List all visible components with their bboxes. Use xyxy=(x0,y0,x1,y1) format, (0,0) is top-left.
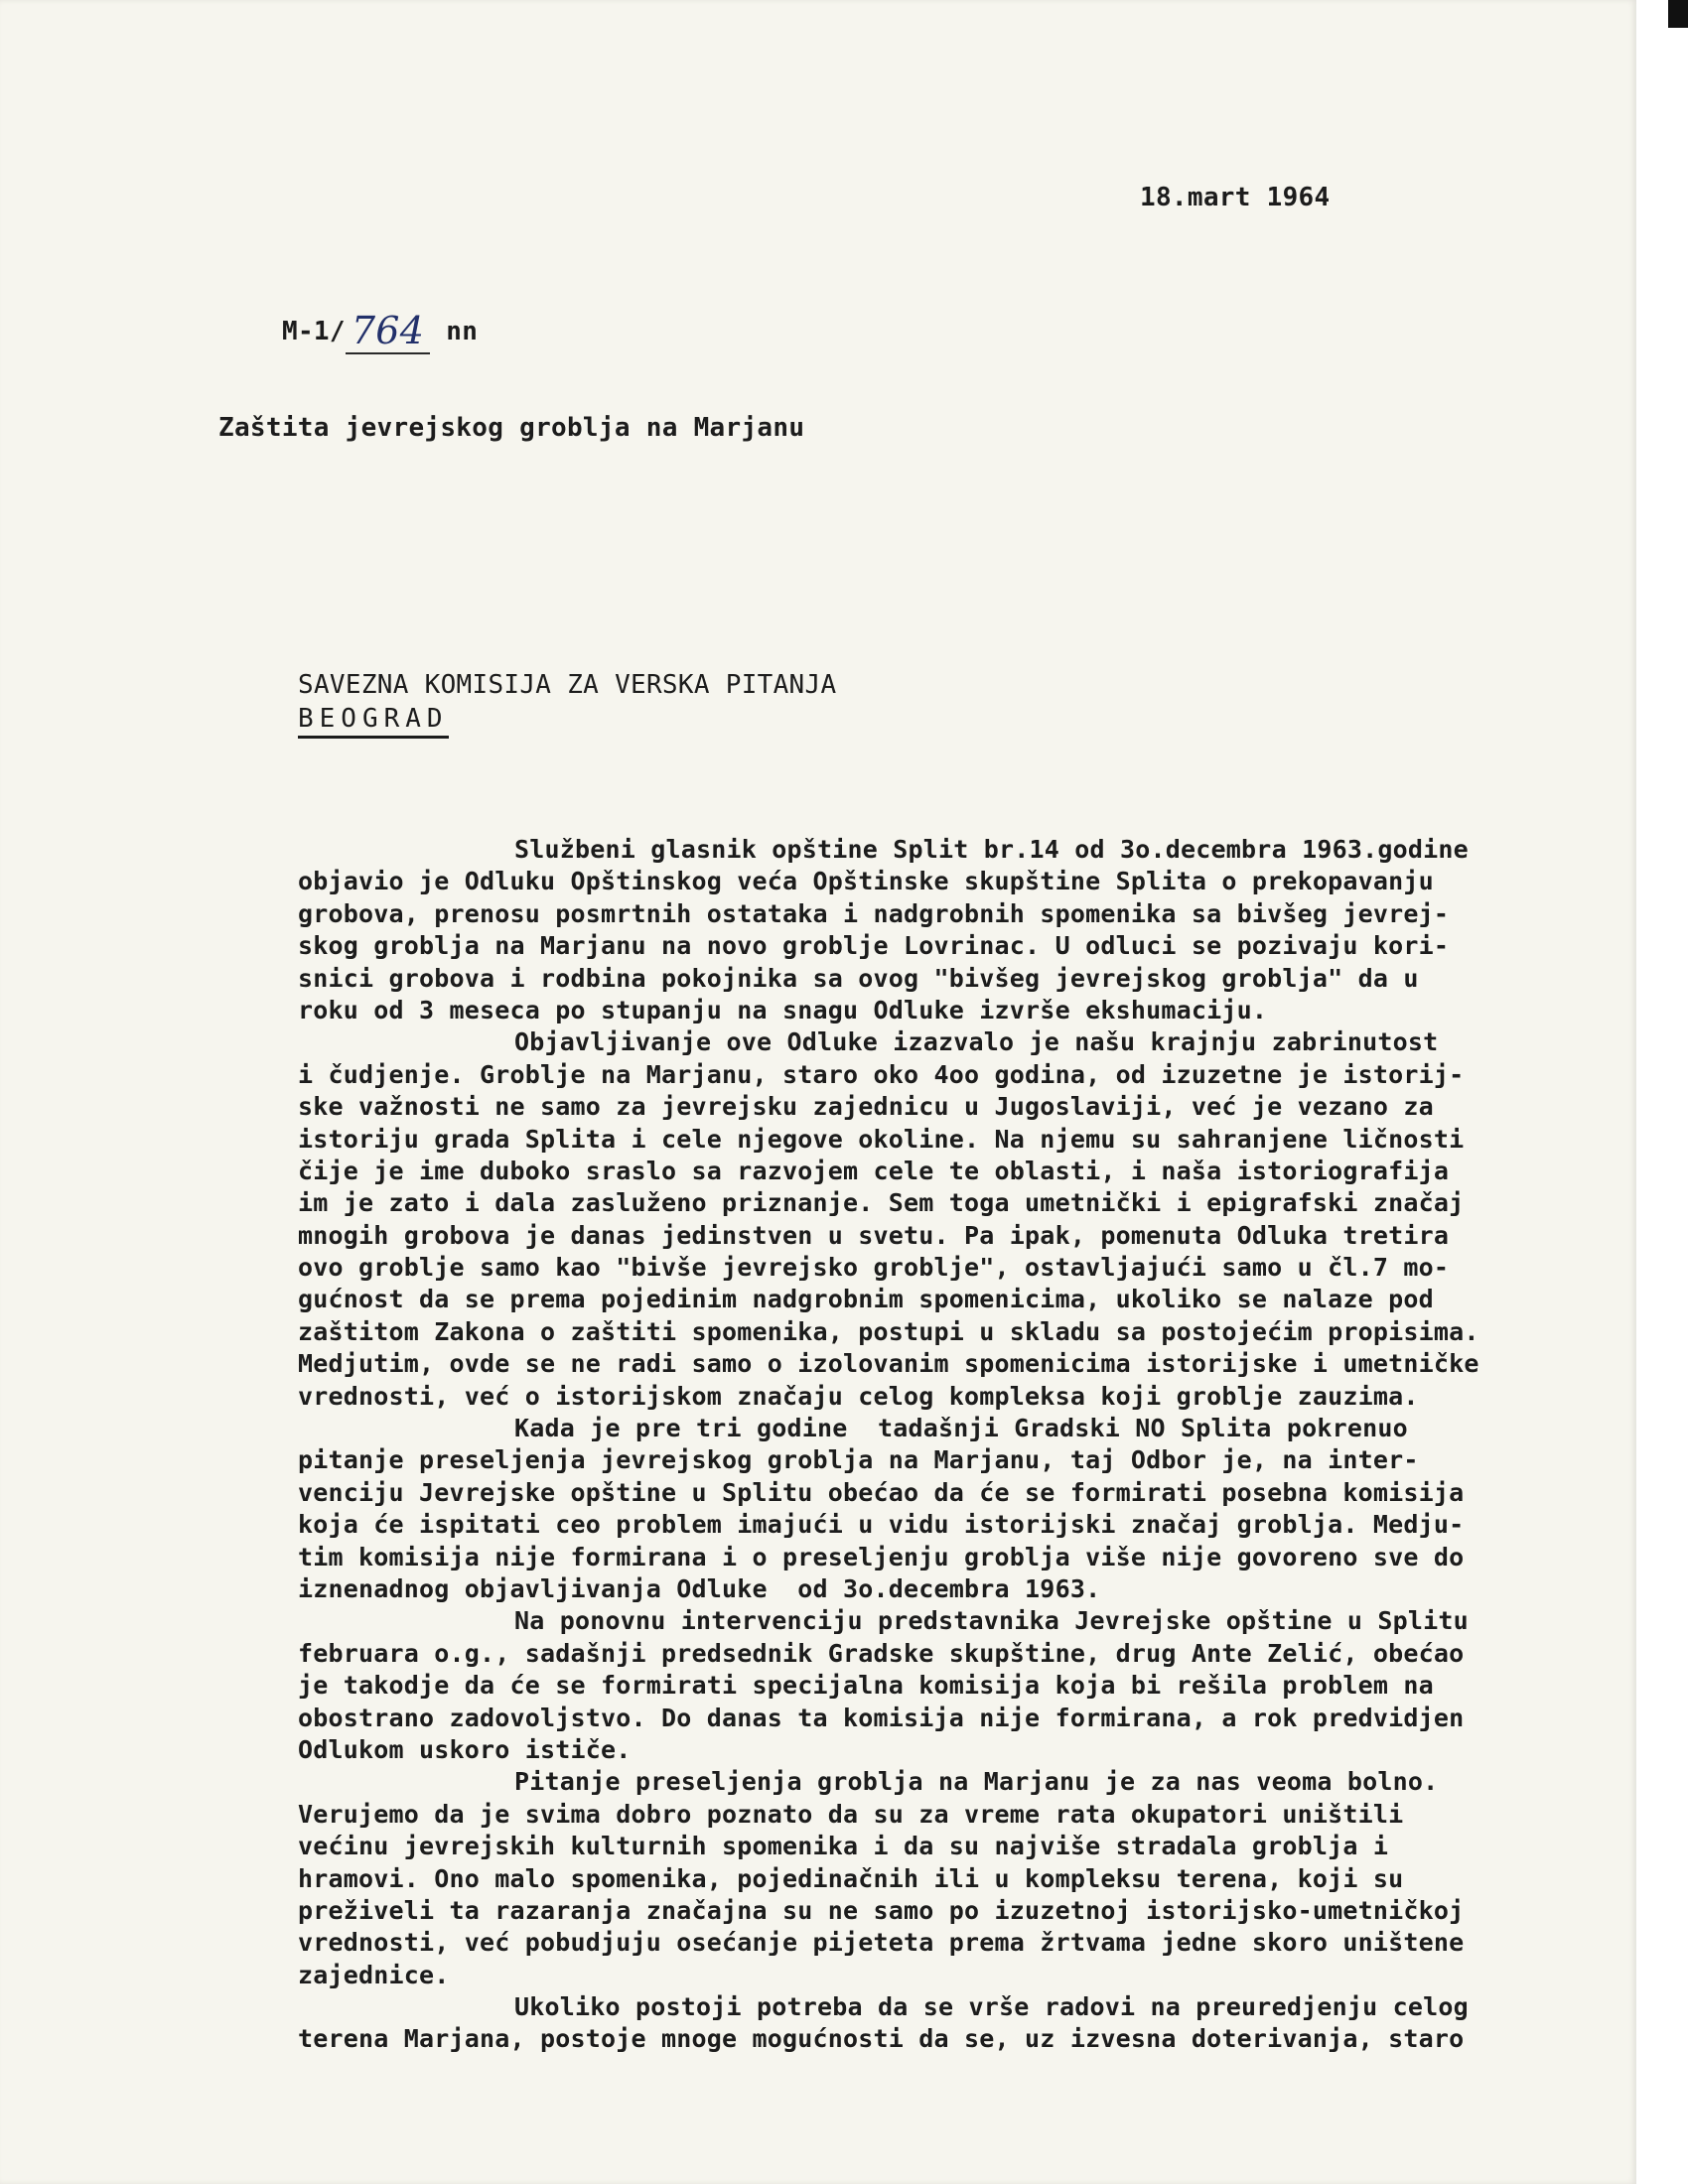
reference-suffix: nn xyxy=(446,317,479,346)
body-line: gućnost da se prema pojedinim nadgrobnim spomenicima, ukoliko se nalaze pod xyxy=(298,1285,1434,1314)
body-line: većinu jevrejskih kulturnih spomenika i da su najviše stradala groblja i xyxy=(298,1832,1389,1861)
body-line: Ukoliko postoji potreba da se vrše radovi na preuredjenju celog xyxy=(514,1992,1469,2022)
body-line: i čudjenje. Groblje na Marjanu, staro oko 4oo godina, od izuzetne je istorij- xyxy=(298,1059,1465,1089)
body-line: Odlukom uskoro ističe. xyxy=(298,1734,632,1764)
body-line: ske važnosti ne samo za jevrejsku zajednicu u Jugoslaviji, već je vezano za xyxy=(298,1092,1434,1122)
body-line: čije je ime duboko sraslo sa razvojem cele te oblasti, i naša istoriografija xyxy=(298,1156,1450,1185)
body-line: istoriju grada Splita i cele njegove okoline. Na njemu su sahranjene ličnosti xyxy=(298,1124,1465,1154)
body-line: objavio je Odluku Opštinskog veća Opštinske skupštine Splita o prekopavanju xyxy=(298,867,1434,896)
handwritten-reference-number: 764 xyxy=(346,309,430,354)
body-line: koja će ispitati ceo problem imajući u vidu istorijski značaj groblja. Medju- xyxy=(298,1510,1465,1540)
body-line: tim komisija nije formirana i o preseljenju groblja više nije govoreno sve do xyxy=(298,1542,1465,1571)
letter-recipient: SAVEZNA KOMISIJA ZA VERSKA PITANJA xyxy=(298,670,837,700)
letter-subject: Zaštita jevrejskog groblja na Marjanu xyxy=(218,413,805,443)
body-line: vrednosti, već o istorijskom značaju celog kompleksa koji groblje zauzima. xyxy=(298,1381,1419,1411)
body-line: Kada je pre tri godine tadašnji Gradski NO Splita pokrenuo xyxy=(514,1414,1408,1443)
body-line: zaštitom Zakona o zaštiti spomenika, postupi u skladu sa postojećim propisima. xyxy=(298,1316,1479,1346)
body-line: Službeni glasnik opštine Split br.14 od 3o.decembra 1963.godine xyxy=(514,835,1469,864)
letter-body xyxy=(298,834,1589,2056)
letter-date: 18.mart 1964 xyxy=(1140,183,1331,212)
body-line: snici grobova i rodbina pokojnika sa ovog "bivšeg jevrejskog groblja" da u xyxy=(298,963,1419,993)
body-line: Objavljivanje ove Odluke izazvalo je našu krajnju zabrinutost xyxy=(514,1027,1439,1057)
body-line: terena Marjana, postoje mnoge mogućnosti da se, uz izvesna doterivanja, staro xyxy=(298,2024,1465,2054)
body-line: vrednosti, već pobudjuju osećanje pijeteta prema žrtvama jedne skoro uništene xyxy=(298,1928,1465,1958)
body-line: Medjutim, ovde se ne radi samo o izolovanim spomenicima istorijske i umetničke xyxy=(298,1349,1479,1379)
body-line: venciju Jevrejske opštine u Splitu obećao da će se formirati posebna komisija xyxy=(298,1477,1465,1507)
body-line: mnogih grobova je danas jedinstven u svetu. Pa ipak, pomenuta Odluka tretira xyxy=(298,1220,1450,1250)
body-line: pitanje preseljenja jevrejskog groblja na Marjanu, taj Odbor je, na inter- xyxy=(298,1445,1419,1475)
body-line: hramovi. Ono malo spomenika, pojedinačnih ili u kompleksu terena, koji su xyxy=(298,1863,1404,1893)
recipient-city: BEOGRAD xyxy=(298,704,449,739)
body-line: Verujemo da je svima dobro poznato da su za vreme rata okupatori uništili xyxy=(298,1799,1404,1829)
body-line: obostrano zadovoljstvo. Do danas ta komisija nije formirana, a rok predvidjen xyxy=(298,1703,1465,1732)
body-line: februara o.g., sadašnji predsednik Gradske skupštine, drug Ante Zelić, obećao xyxy=(298,1638,1465,1668)
body-line: Na ponovnu intervenciju predstavnika Jevrejske opštine u Splitu xyxy=(514,1606,1469,1636)
body-line: preživeli ta razaranja značajna su ne samo po izuzetnoj istorijsko-umetničkoj xyxy=(298,1895,1465,1925)
body-line: im je zato i dala zasluženo priznanje. Sem toga umetnički i epigrafski značaj xyxy=(298,1188,1465,1218)
reference-number xyxy=(282,305,479,352)
body-line: Pitanje preseljenja groblja na Marjanu je za nas veoma bolno. xyxy=(514,1767,1439,1797)
body-line: zajednice. xyxy=(298,1960,450,1989)
body-line: je takodje da će se formirati specijalna komisija koja bi rešila problem na xyxy=(298,1671,1434,1701)
page-margin xyxy=(1636,0,1688,2184)
body-line: iznenadnog objavljivanja Odluke od 3o.decembra 1963. xyxy=(298,1573,1101,1603)
body-line: skog groblja na Marjanu na novo groblje Lovrinac. U odluci se pozivaju kori- xyxy=(298,931,1450,961)
body-line: ovo groblje samo kao "bivše jevrejsko groblje", ostavljajući samo u čl.7 mo- xyxy=(298,1253,1450,1283)
reference-prefix: M-1/ xyxy=(282,317,346,346)
corner-mark xyxy=(1668,0,1688,28)
body-line: grobova, prenosu posmrtnih ostataka i nadgrobnih spomenika sa bivšeg jevrej- xyxy=(298,898,1450,928)
body-line: roku od 3 meseca po stupanju na snagu Odluke izvrše ekshumaciju. xyxy=(298,995,1268,1024)
